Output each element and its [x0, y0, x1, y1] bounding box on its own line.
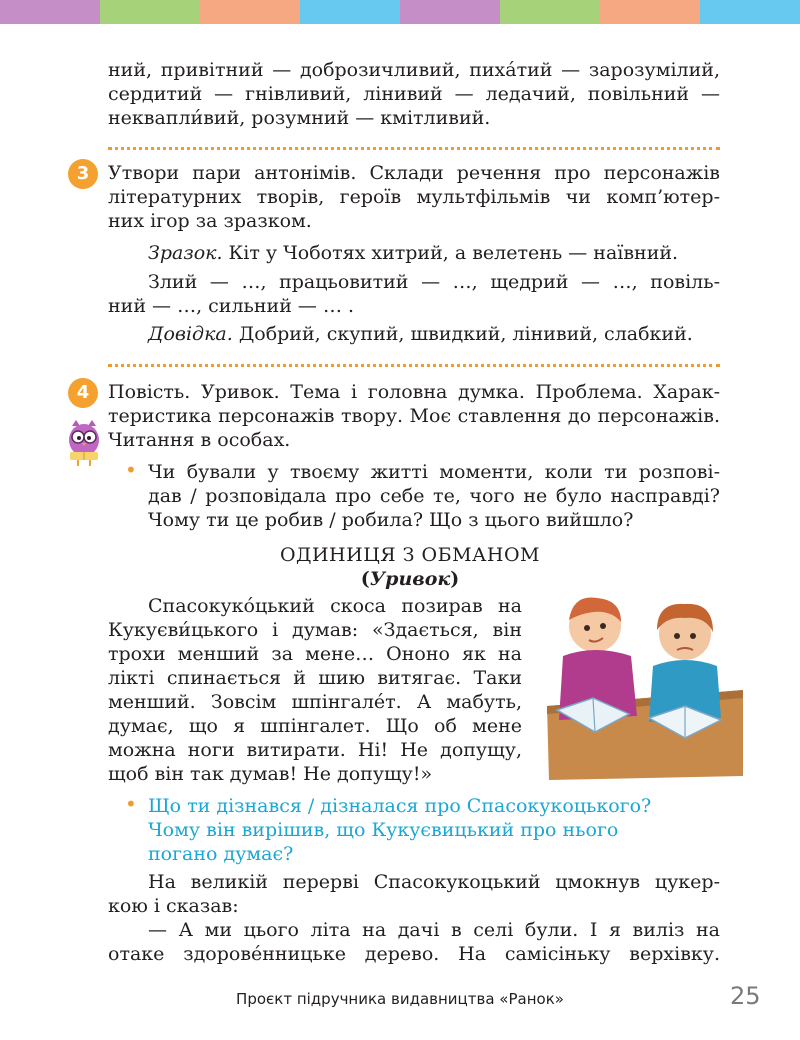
story-paragraph-line: менший. Зовсім шпінгале́т. А мабуть,: [108, 691, 522, 713]
story-paragraph-line: отаке здорове́нницьке дерево. На самісіньку верхівку.: [108, 943, 720, 965]
color-strip: [0, 0, 800, 24]
story-paragraph-line: лікті спинається й шию витягає. Таки: [108, 667, 522, 689]
task-text: Повість. Уривок. Тема і головна думка. Проблема. Харак-: [108, 381, 720, 403]
footer-publisher-text: Проєкт підручника видавництва «Ранок»: [236, 990, 564, 1008]
color-segment: [600, 0, 700, 24]
color-segment: [100, 0, 200, 24]
story-paragraph-line: На великій перерві Спасокукоцький цмокнув цукер-: [148, 871, 720, 893]
bullet-marker: •: [125, 792, 137, 816]
story-paragraph-line: думає, що я шпінгалет. Що об мене: [108, 715, 522, 737]
question-text: Що ти дізнався / дізналася про Спасокукоцького?: [148, 795, 652, 817]
intro-line: ний, привітний — доброзичливий, пиха́тий — зарозумілий,: [108, 59, 720, 81]
story-paragraph-line: кою і сказав:: [108, 895, 239, 917]
words-line: ний — …, сильний — … .: [108, 295, 355, 317]
task-number-badge: 4: [68, 378, 98, 408]
intro-line: сердитий — гнівливий, лінивий — ледачий, повільний —: [108, 83, 720, 105]
task-text: літературних творів, героїв мультфільмів чи комп’ютер-: [108, 186, 720, 208]
color-segment: [700, 0, 800, 24]
task-text: Утвори пари антонімів. Склади речення про персонажів: [108, 162, 720, 184]
color-segment: [300, 0, 400, 24]
question-text: Чому він вирішив, що Кукуєвицький про нього: [148, 819, 619, 841]
question-text: Чи бували у твоєму житті моменти, коли ти розпові-: [148, 461, 720, 483]
section-divider: [108, 147, 720, 150]
task-text: теристика персонажів твору. Моє ставлення до персонажів.: [108, 405, 720, 427]
question-text: Чому ти це робив / робила? Що з цього вийшло?: [148, 509, 634, 531]
help-label: Довідка.: [148, 323, 233, 345]
owl-reading-icon: [64, 418, 104, 468]
intro-line: неквапли́вий, розумний — кмітливий.: [108, 107, 491, 129]
color-segment: [500, 0, 600, 24]
task-number-badge: 3: [68, 159, 98, 189]
boys-reading-illustration: [545, 586, 745, 781]
bullet-marker: •: [125, 458, 137, 482]
help-line: [148, 322, 720, 346]
sample-text: Кіт у Чоботях хитрий, а велетень — наївний.: [222, 242, 679, 264]
story-title: ОДИНИЦЯ З ОБМАНОМ: [279, 544, 541, 566]
sample-line: [148, 241, 720, 265]
story-paragraph-line: щоб він так думав! Не допущу!»: [108, 763, 433, 785]
sample-label: Зразок.: [148, 242, 223, 264]
color-segment: [0, 0, 100, 24]
subtitle-word: Уривок: [369, 568, 451, 590]
task-text: Читання в особах.: [108, 429, 291, 451]
task-text: них ігор за зразком.: [108, 210, 312, 232]
question-text: погано думає?: [148, 843, 294, 865]
section-divider: [108, 364, 720, 367]
story-paragraph-line: Спасокуко́цький скоса позирав на: [148, 595, 522, 617]
color-segment: [200, 0, 300, 24]
help-text: Добрий, скупий, швидкий, лінивий, слабкий.: [232, 323, 693, 345]
story-paragraph-line: Кукуєви́цького і думав: «Здається, він: [108, 619, 522, 641]
question-text: дав / розповідала про себе те, чого не було насправді?: [148, 485, 720, 507]
story-paragraph-line: трохи менший за мене… Ононо як на: [108, 643, 522, 665]
page-number: 25: [730, 982, 761, 1010]
story-paragraph-line: — А ми цього літа на дачі в селі були. І я виліз на: [148, 919, 720, 941]
words-line: Злий — …, працьовитий — …, щедрий — …, повіль-: [148, 271, 720, 293]
story-paragraph-line: можна ноги витирати. Ні! Не допущу,: [108, 739, 522, 761]
story-subtitle: (Уривок): [360, 568, 460, 590]
color-segment: [400, 0, 500, 24]
